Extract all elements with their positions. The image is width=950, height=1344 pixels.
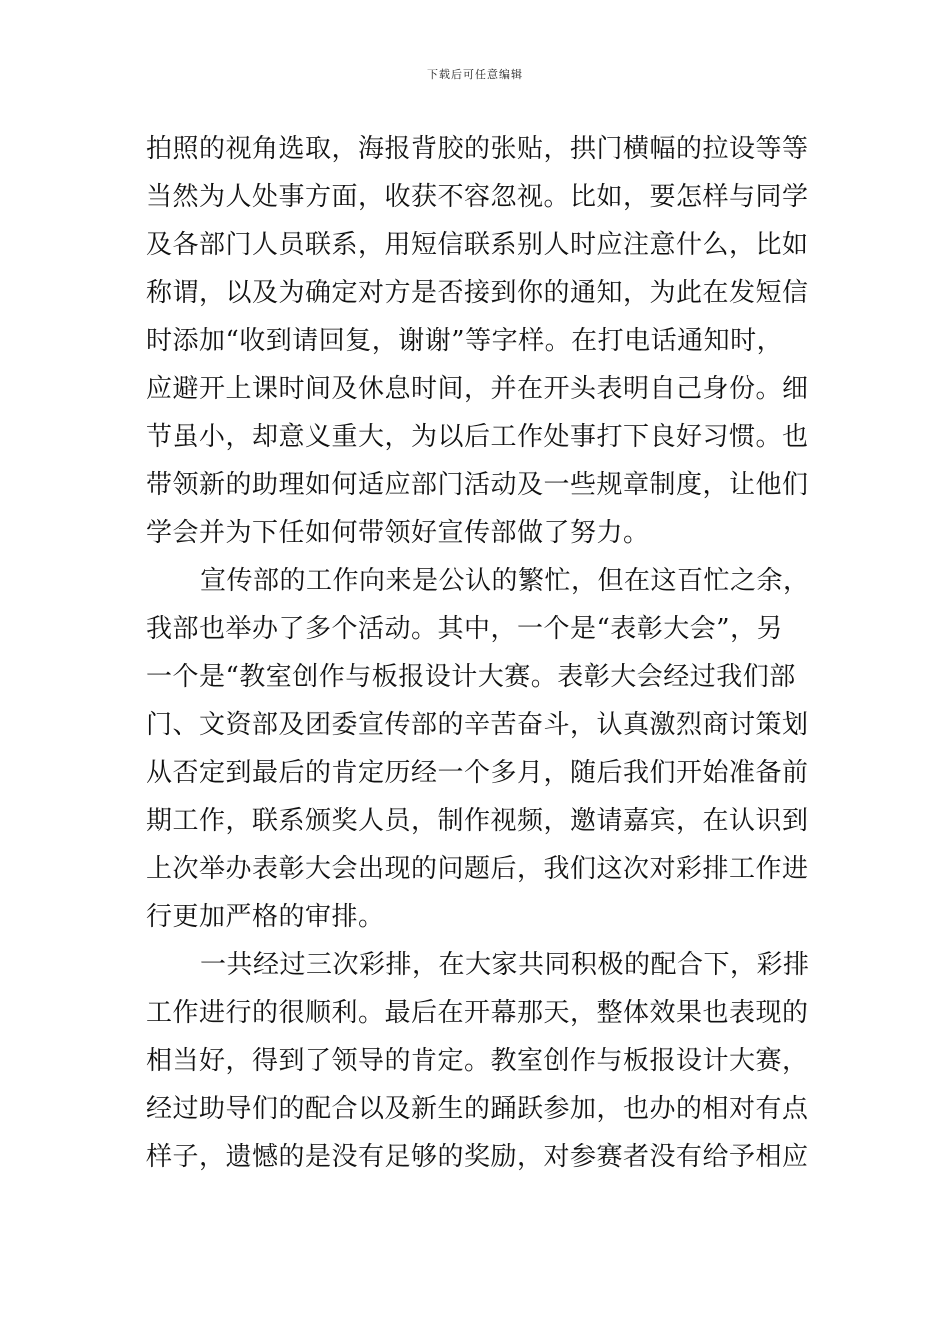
text-line: 我部也举办了多个活动。其中，一个是“表彰大会”，另 (146, 614, 784, 644)
text-line: 上次举办表彰大会出现的问题后，我们这次对彩排工作进 (146, 854, 809, 884)
text-line: 行更加严格的审排。 (146, 902, 385, 932)
text-line: 时添加“收到请回复，谢谢”等字样。在打电话通知时， (146, 326, 784, 356)
text-line: 节虽小，却意义重大，为以后工作处事打下良好习惯。也 (146, 422, 809, 452)
text-line: 经过助导们的配合以及新生的踊跃参加，也办的相对有点 (146, 1094, 809, 1124)
document-body (146, 125, 816, 1181)
text-line: 样子，遗憾的是没有足够的奖励，对参赛者没有给予相应 (146, 1142, 809, 1172)
text-line: 从否定到最后的肯定历经一个多月，随后我们开始准备前 (146, 758, 809, 788)
text-line: 期工作，联系颁奖人员，制作视频，邀请嘉宾，在认识到 (146, 806, 809, 836)
text-line: 当然为人处事方面，收获不容忽视。比如，要怎样与同学 (146, 182, 809, 212)
text-line: 一个是“教室创作与板报设计大赛。表彰大会经过我们部 (146, 662, 796, 692)
text-line: 相当好，得到了领导的肯定。教室创作与板报设计大赛， (146, 1046, 809, 1076)
paragraph-start-line: 宣传部的工作向来是公认的繁忙，但在这百忙之余， (200, 566, 810, 596)
text-line: 带领新的助理如何适应部门活动及一些规章制度，让他们 (146, 470, 809, 500)
text-line: 称谓，以及为确定对方是否接到你的通知，为此在发短信 (146, 278, 809, 308)
paragraph-start-line: 一共经过三次彩排，在大家共同积极的配合下，彩排 (200, 950, 810, 980)
text-line: 拍照的视角选取，海报背胶的张贴，拱门横幅的拉设等等 (146, 134, 809, 164)
page-header: 下载后可任意编辑 (427, 68, 523, 81)
text-line: 门、文资部及团委宣传部的辛苦奋斗，认真激烈商讨策划 (146, 710, 809, 740)
text-line: 及各部门人员联系，用短信联系别人时应注意什么，比如 (146, 230, 809, 260)
text-line: 学会并为下任如何带领好宣传部做了努力。 (146, 518, 650, 548)
text-line: 工作进行的很顺利。最后在开幕那天，整体效果也表现的 (146, 998, 809, 1028)
text-line: 应避开上课时间及休息时间，并在开头表明自己身份。细 (146, 374, 809, 404)
